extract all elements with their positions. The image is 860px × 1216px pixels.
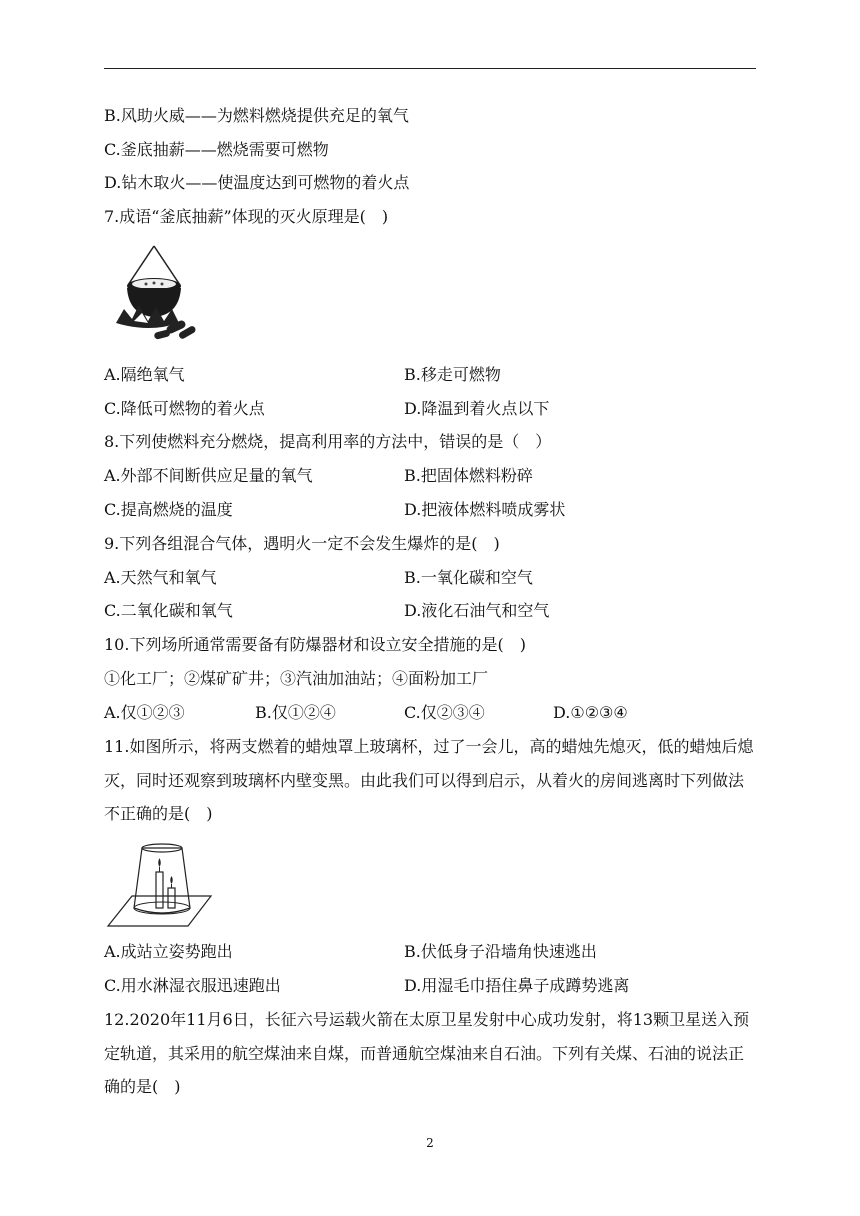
- q6-option-b: B.风助火威——为燃料燃烧提供充足的氧气: [104, 106, 409, 125]
- q8-option-b: B.把固体燃料粉碎: [404, 466, 533, 485]
- q12-stem: 12.2020年11月6日，长征六号运载火箭在太原卫星发射中心成功发射，将13颗卫星送入预定轨道，其采用的航空煤油来自煤，而普通航空煤油来自石油。下列有关煤、石油的说法正确的是( ): [104, 1010, 750, 1096]
- q8-option-c: C.提高燃烧的温度: [104, 500, 233, 519]
- q6-option-c: C.釜底抽薪——燃烧需要可燃物: [104, 140, 329, 159]
- q10-stem: 10.下列场所通常需要备有防爆器材和设立安全措施的是( ): [104, 635, 526, 654]
- pot-over-fire-figure: [104, 243, 204, 343]
- q7-option-c: C.降低可燃物的着火点: [104, 399, 265, 418]
- q7-option-a: A.隔绝氧气: [104, 365, 185, 384]
- q7-option-d: D.降温到着火点以下: [404, 399, 550, 418]
- q8-option-d: D.把液体燃料喷成雾状: [404, 500, 566, 519]
- header-rule: [104, 68, 756, 69]
- q6-option-d: D.钻木取火——使温度达到可燃物的着火点: [104, 173, 410, 192]
- q10-option-b: B.仅①②④: [255, 703, 336, 722]
- page-number: 2: [426, 1136, 434, 1150]
- q7-option-b: B.移走可燃物: [404, 365, 501, 384]
- q9-option-c: C.二氧化碳和氧气: [104, 601, 233, 620]
- q10-option-d: D.①②③④: [553, 703, 628, 722]
- q9-option-d: D.液化石油气和空气: [404, 601, 550, 620]
- q7-stem: 7.成语“釜底抽薪”体现的灭火原理是( ): [104, 207, 389, 226]
- q9-stem: 9.下列各组混合气体，遇明火一定不会发生爆炸的是( ): [104, 534, 500, 553]
- q11-stem: 11.如图所示，将两支燃着的蜡烛罩上玻璃杯，过了一会儿，高的蜡烛先熄灭，低的蜡烛后熄灭，同时还观察到玻璃杯内壁变黑。由此我们可以得到启示，从着火的房间逃离时下列做法不正确的是( ): [104, 737, 754, 823]
- q11-option-b: B.伏低身子沿墙角快速逃出: [404, 942, 597, 961]
- q11-option-a: A.成站立姿势跑出: [104, 942, 233, 961]
- candles-under-glass-figure: [104, 838, 214, 930]
- q10-option-a: A.仅①②③: [104, 703, 185, 722]
- q8-stem: 8.下列使燃料充分燃烧，提高利用率的方法中，错误的是（ ）: [104, 432, 552, 451]
- q8-option-a: A.外部不间断供应足量的氧气: [104, 466, 313, 485]
- q10-option-c: C.仅②③④: [404, 703, 485, 722]
- q9-option-a: A.天然气和氧气: [104, 568, 217, 587]
- q9-option-b: B.一氧化碳和空气: [404, 568, 533, 587]
- q11-option-c: C.用水淋湿衣服迅速跑出: [104, 976, 281, 995]
- q11-option-d: D.用湿毛巾捂住鼻子成蹲势逃离: [404, 976, 630, 995]
- q10-items: ①化工厂；②煤矿矿井；③汽油加油站；④面粉加工厂: [104, 669, 489, 688]
